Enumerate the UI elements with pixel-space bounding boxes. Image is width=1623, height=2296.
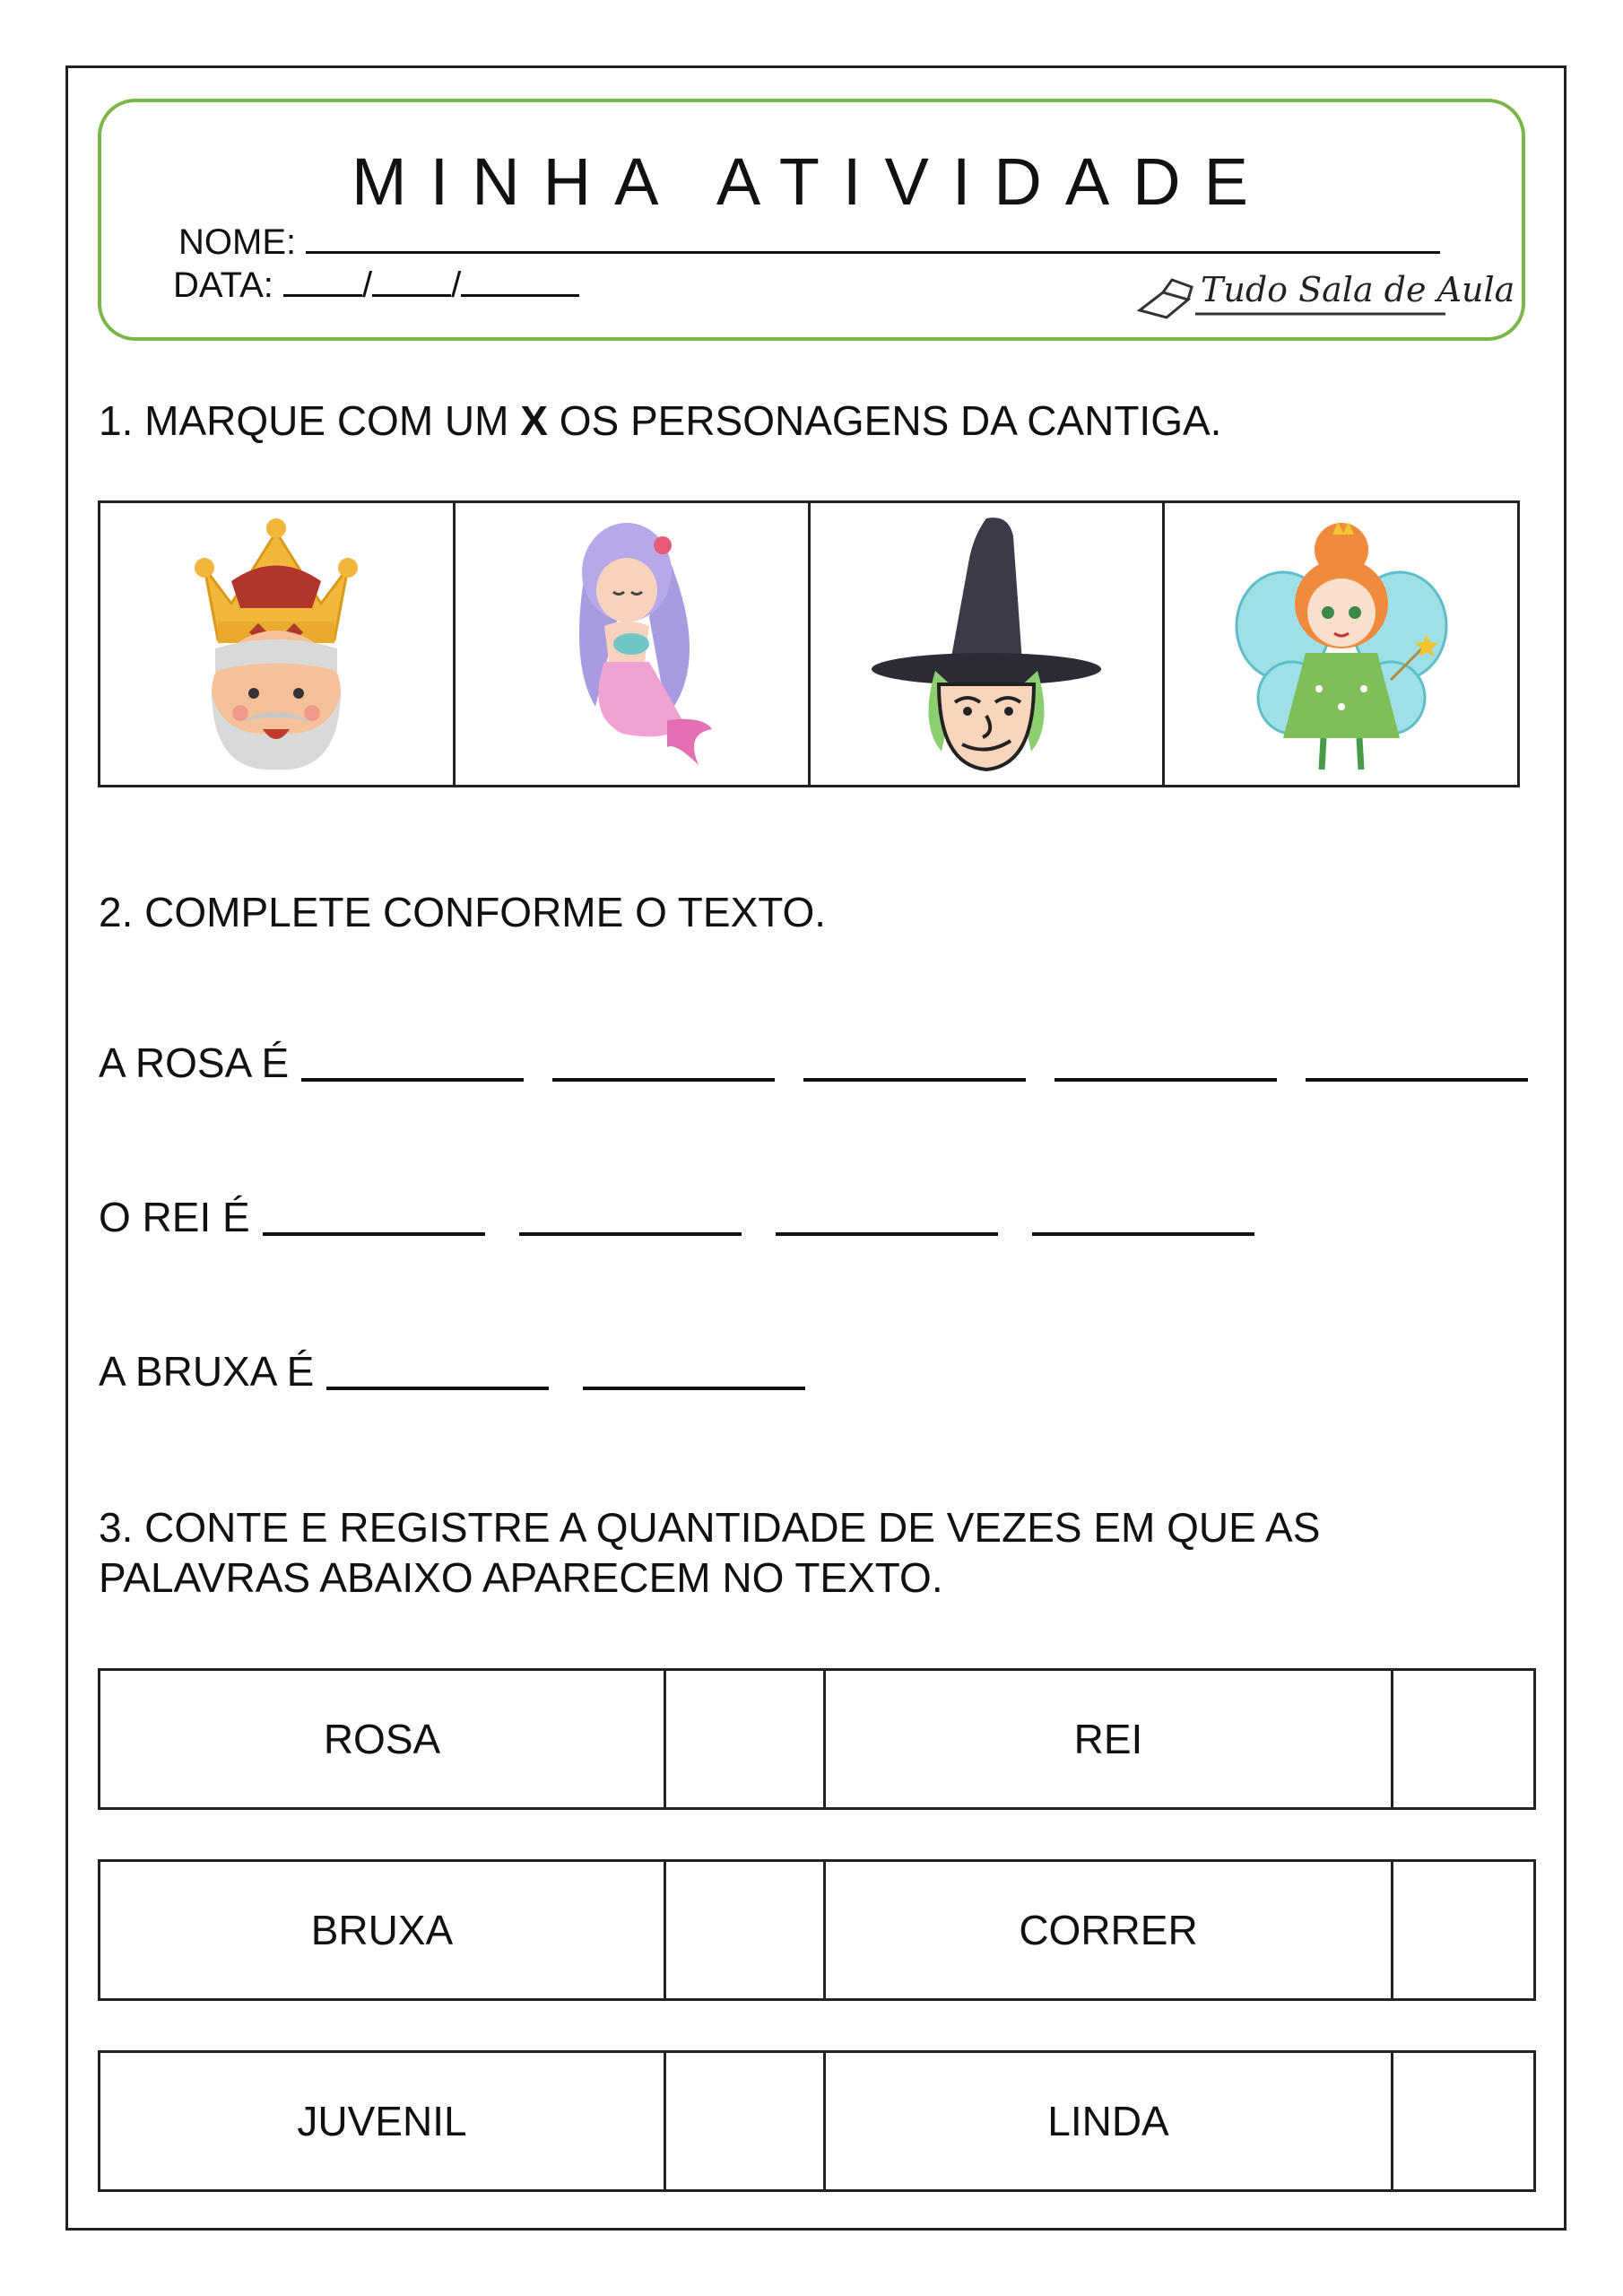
question-3-line-2: PALAVRAS ABAIXO APARECEM NO TEXTO. [99,1554,943,1601]
question-1-bold: X [520,397,548,444]
name-line[interactable] [306,219,1440,254]
count-answer-box[interactable] [666,2053,826,2189]
witch-icon [865,509,1107,778]
character-cell-king[interactable] [100,503,456,785]
answer-blank[interactable] [1055,1078,1277,1082]
question-1 [99,396,1221,445]
character-cell-fairy[interactable] [1165,503,1517,785]
count-word: BRUXA [100,1862,666,1998]
count-word: ROSA [100,1671,666,1807]
answer-blank[interactable] [263,1232,485,1236]
header-box [98,99,1525,341]
logo [1136,260,1515,323]
date-year-line[interactable] [461,262,579,297]
question-2: 2. COMPLETE CONFORME O TEXTO. [99,889,827,935]
fill-row-rosa [99,1039,1528,1087]
count-row [98,1668,1536,1810]
fill-row-bruxa [99,1347,834,1396]
king-icon [178,514,375,774]
date-sep: / [361,265,373,305]
count-answer-box[interactable] [1393,2053,1533,2189]
date-field [173,262,579,306]
answer-blank[interactable] [552,1078,775,1082]
answer-blank[interactable] [1306,1078,1528,1082]
character-cell-mermaid[interactable] [456,503,811,785]
character-table [98,500,1520,787]
answer-blank[interactable] [519,1232,742,1236]
date-day-line[interactable] [283,262,362,297]
count-answer-box[interactable] [1393,1862,1533,1998]
date-label: DATA: [173,265,273,305]
answer-blank[interactable] [1032,1232,1254,1236]
fill-row-label: A ROSA É [99,1039,290,1086]
answer-blank[interactable] [301,1078,524,1082]
count-answer-box[interactable] [666,1671,826,1807]
book-icon [1140,280,1192,317]
question-3-line-1: 3. CONTE E REGISTRE A QUANTIDADE DE VEZES EM QUE AS [99,1504,1321,1551]
count-answer-box[interactable] [1393,1671,1533,1807]
count-word: JUVENIL [100,2053,666,2189]
fill-row-rei [99,1193,1283,1241]
count-word: REI [826,1671,1393,1807]
character-cell-witch[interactable] [811,503,1166,785]
count-word: CORRER [826,1862,1393,1998]
answer-blank[interactable] [776,1232,998,1236]
count-answer-box[interactable] [666,1862,826,1998]
mermaid-icon [533,509,730,778]
name-label: NOME: [178,222,297,262]
question-1-prefix: 1. MARQUE COM UM [99,397,521,444]
question-1-suffix: OS PERSONAGENS DA CANTIGA. [547,397,1222,444]
date-month-line[interactable] [372,262,451,297]
logo-text: Tudo Sala de Aula [1201,270,1515,309]
fill-row-label: O REI É [99,1194,250,1240]
page-title: MINHA ATIVIDADE [352,144,1271,219]
date-sep: / [451,265,462,305]
answer-blank[interactable] [803,1078,1026,1082]
count-word: LINDA [826,2053,1393,2189]
answer-blank[interactable] [326,1387,549,1390]
fill-row-label: A BRUXA É [99,1348,315,1395]
count-row [98,2050,1536,2192]
count-row [98,1859,1536,2001]
answer-blank[interactable] [583,1387,805,1390]
name-field [178,219,1440,263]
fairy-icon [1225,509,1458,778]
